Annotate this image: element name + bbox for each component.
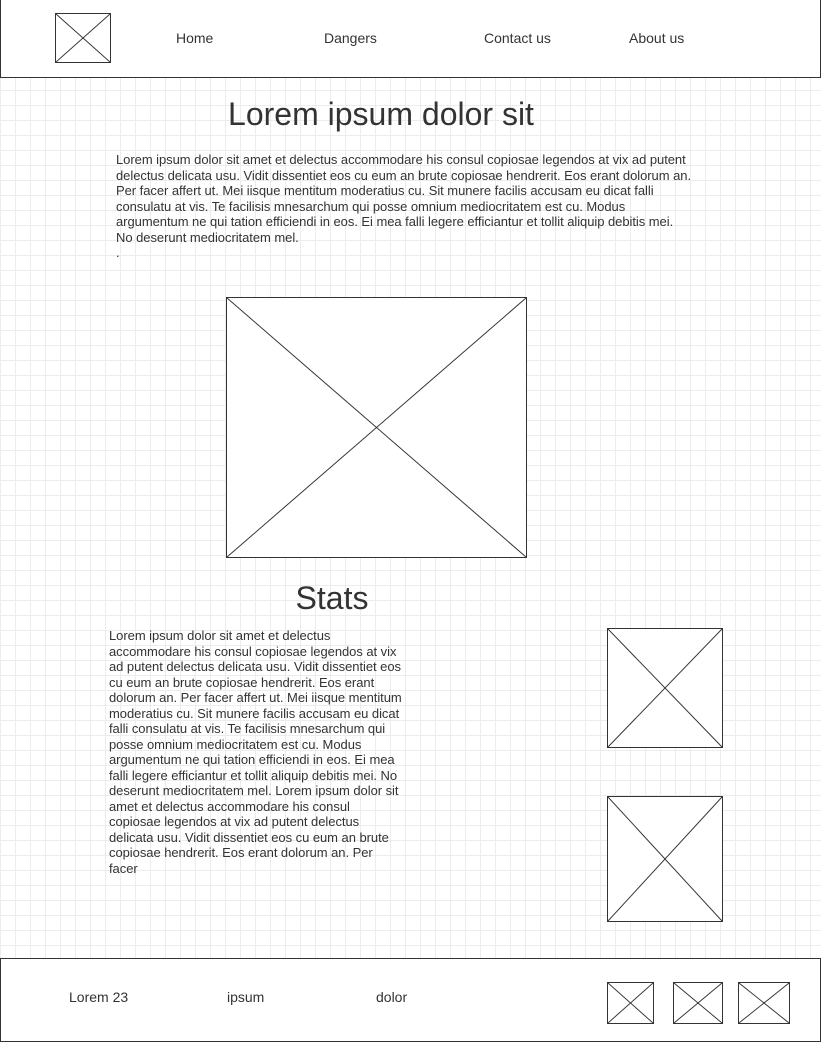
intro-text: Lorem ipsum dolor sit amet et delectus accommodare his consul copiosae legendos at vix ad putent delectus delicata usu. Vidit dissentiet eos cu eum an brute copiosae hendrerit. Eos erant dolorum an. Per facer affert ut. Mei iisque mentitum moderatius cu. Sit munere facilis accusam eu dicat falli consulatu at vis. Te facilisis mnesarchum qui posse omnium mediocritatem est cu. Modus argumentum ne qui tation efficiendi in eos. Ei mea falli legere efficiantur et tollit aliquip debitis mei. No deserunt mediocritatem mel. — [116, 152, 692, 245]
footer-item-lorem[interactable]: Lorem 23 — [69, 989, 129, 1005]
footer-item-dolor[interactable]: dolor — [376, 989, 408, 1005]
header-bar — [0, 0, 821, 78]
footer-item-ipsum[interactable]: ipsum — [227, 989, 265, 1005]
logo-image-placeholder-icon[interactable] — [55, 13, 111, 63]
nav-home-link[interactable]: Home — [176, 30, 214, 46]
stats-image-2-placeholder-icon — [607, 796, 723, 922]
hero-image-placeholder-icon — [226, 297, 527, 558]
footer-social-1-placeholder-icon[interactable] — [607, 982, 654, 1024]
nav-dangers-link[interactable]: Dangers — [324, 30, 377, 46]
intro-trailing-dot: . — [116, 245, 120, 260]
nav-about-us-link[interactable]: About us — [629, 30, 685, 46]
stats-image-1-placeholder-icon — [607, 628, 723, 748]
stats-paragraph: Lorem ipsum dolor sit amet et delectus accommodare his consul copiosae legendos at vix ad putent delectus delicata usu. Vidit dissentiet eos cu eum an brute copiosae hendrerit. Eos erant dolorum an. Per facer affert ut. Mei iisque mentitum moderatius cu. Sit munere facilis accusam eu dicat falli consulatu at vis. Te facilisis mnesarchum qui posse omnium mediocritatem est cu. Modus argumentum ne qui tation efficiendi in eos. Ei mea falli legere efficiantur et tollit aliquip debitis mei. No deserunt mediocritatem mel. Lorem ipsum dolor sit amet et delectus accommodare his consul copiosae legendos at vix ad putent delectus delicata usu. Vidit dissentiet eos cu eum an brute copiosae hendrerit. Eos erant dolorum an. Per facer — [109, 628, 402, 876]
footer-social-3-placeholder-icon[interactable] — [738, 982, 790, 1024]
stats-heading: Stats — [295, 580, 369, 616]
page-title: Lorem ipsum dolor sit — [228, 96, 534, 132]
nav-contact-us-link[interactable]: Contact us — [484, 30, 551, 46]
footer-social-2-placeholder-icon[interactable] — [673, 982, 723, 1024]
intro-paragraph — [116, 152, 692, 261]
